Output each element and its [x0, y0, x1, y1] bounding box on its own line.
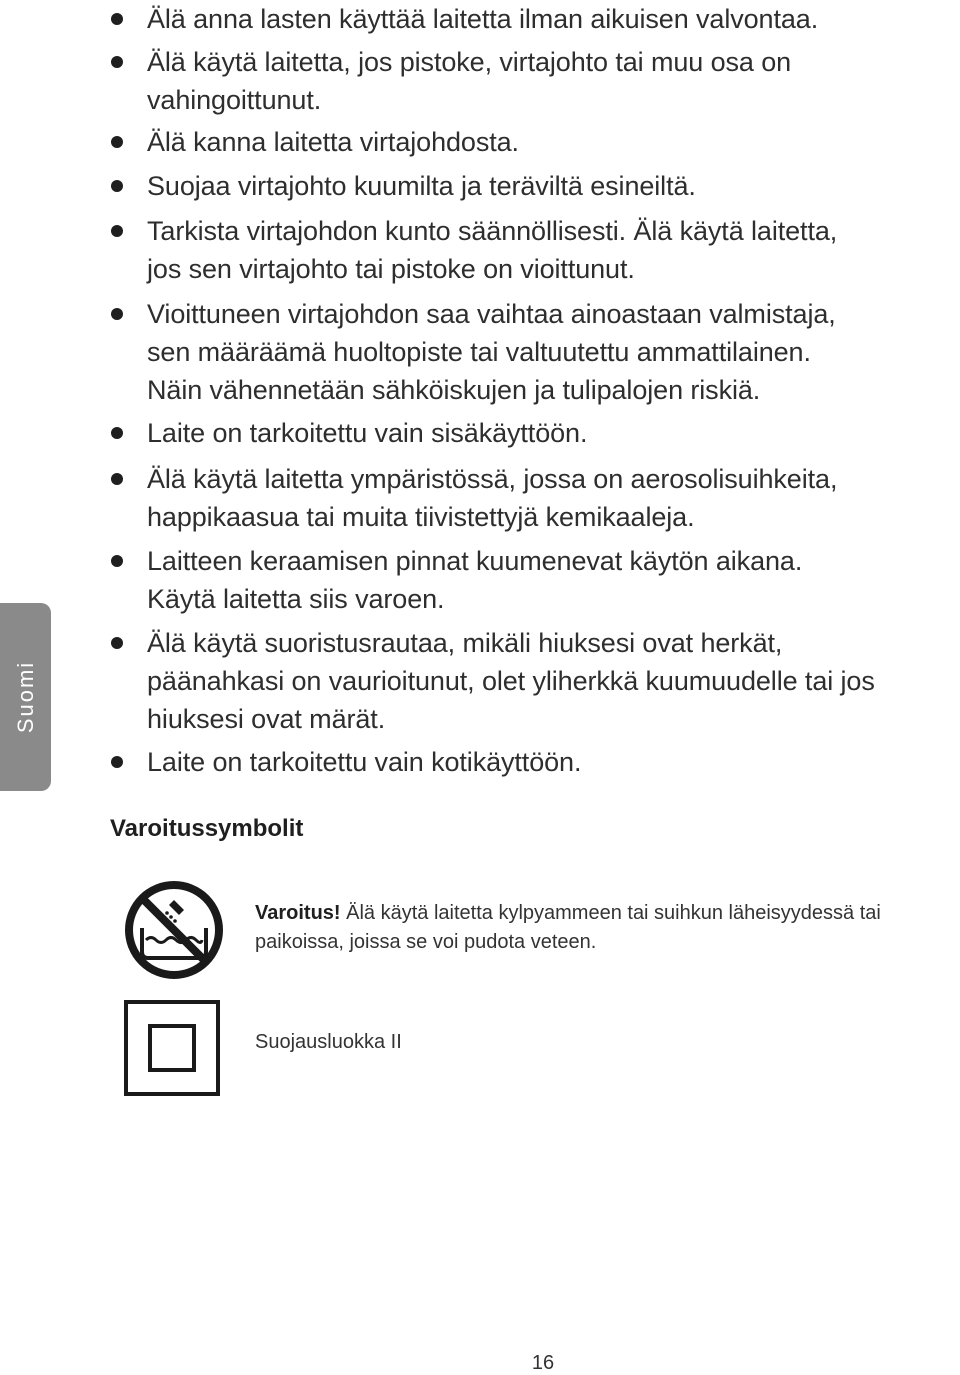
list-item-text: Käytä laitetta siis varoen. — [147, 584, 445, 614]
bullet-icon — [111, 225, 123, 237]
section-heading: Varoitussymbolit — [110, 815, 304, 842]
language-tab-label: Suomi — [12, 660, 38, 734]
list-item-text: Älä käytä suoristusrautaa, mikäli hiuksesi ovat herkät, — [147, 628, 783, 658]
bullet-icon — [111, 13, 123, 25]
list-item-text: sen määräämä huoltopiste tai valtuutettu ammattilainen. — [147, 337, 811, 367]
class-ii-text: Suojausluokka II — [255, 1031, 402, 1053]
list-item-text: Vioittuneen virtajohdon saa vaihtaa ainoastaan valmistaja, — [147, 299, 836, 329]
list-item-text: vahingoittunut. — [147, 85, 322, 115]
class-ii-double-square-icon — [124, 1000, 220, 1096]
bullet-icon — [111, 56, 123, 68]
list-item-text: Älä käytä laitetta, jos pistoke, virtajohto tai muu osa on — [147, 47, 792, 77]
warning-label: Varoitus! — [255, 902, 341, 924]
bullet-icon — [111, 427, 123, 439]
warning-symbol-description — [255, 928, 596, 957]
page-number: 16 — [531, 1352, 555, 1374]
list-item-text: päänahkasi on vaurioitunut, olet yliherkkä kuumuudelle tai jos — [147, 666, 875, 696]
no-water-bath-icon — [124, 880, 224, 980]
list-item-text: Näin vähennetään sähköiskujen ja tulipalojen riskiä. — [147, 375, 761, 405]
warning-text: paikoissa, joissa se voi pudota veteen. — [255, 931, 597, 953]
bullet-icon — [111, 136, 123, 148]
list-item-text: happikaasua tai muita tiivistettyjä kemikaaleja. — [147, 502, 695, 532]
bullet-icon — [111, 756, 123, 768]
list-item-text: Laitteen keraamisen pinnat kuumenevat käytön aikana. — [147, 546, 803, 576]
bullet-icon — [111, 180, 123, 192]
warning-text: Älä käytä laitetta kylpyammeen tai suihkun läheisyydessä tai — [346, 902, 881, 924]
list-item-text: Älä käytä laitetta ympäristössä, jossa on aerosolisuihkeita, — [147, 464, 838, 494]
list-item-text: hiuksesi ovat märät. — [147, 704, 386, 734]
bullet-icon — [111, 637, 123, 649]
list-item-text: Laite on tarkoitettu vain sisäkäyttöön. — [147, 418, 588, 448]
bullet-icon — [111, 473, 123, 485]
list-item-text: jos sen virtajohto tai pistoke on vioittunut. — [147, 254, 635, 284]
bullet-icon — [111, 308, 123, 320]
list-item-text: Älä kanna laitetta virtajohdosta. — [147, 127, 519, 157]
list-item-text: Suojaa virtajohto kuumilta ja teräviltä esineiltä. — [147, 171, 696, 201]
list-item-text: Tarkista virtajohdon kunto säännöllisesti. Älä käytä laitetta, — [147, 216, 838, 246]
bullet-icon — [111, 555, 123, 567]
list-item-text: Älä anna lasten käyttää laitetta ilman aikuisen valvontaa. — [147, 4, 819, 34]
warning-symbol-description — [255, 899, 881, 928]
class-ii-description — [255, 1028, 402, 1057]
language-tab — [0, 603, 51, 791]
list-item-text: Laite on tarkoitettu vain kotikäyttöön. — [147, 747, 582, 777]
